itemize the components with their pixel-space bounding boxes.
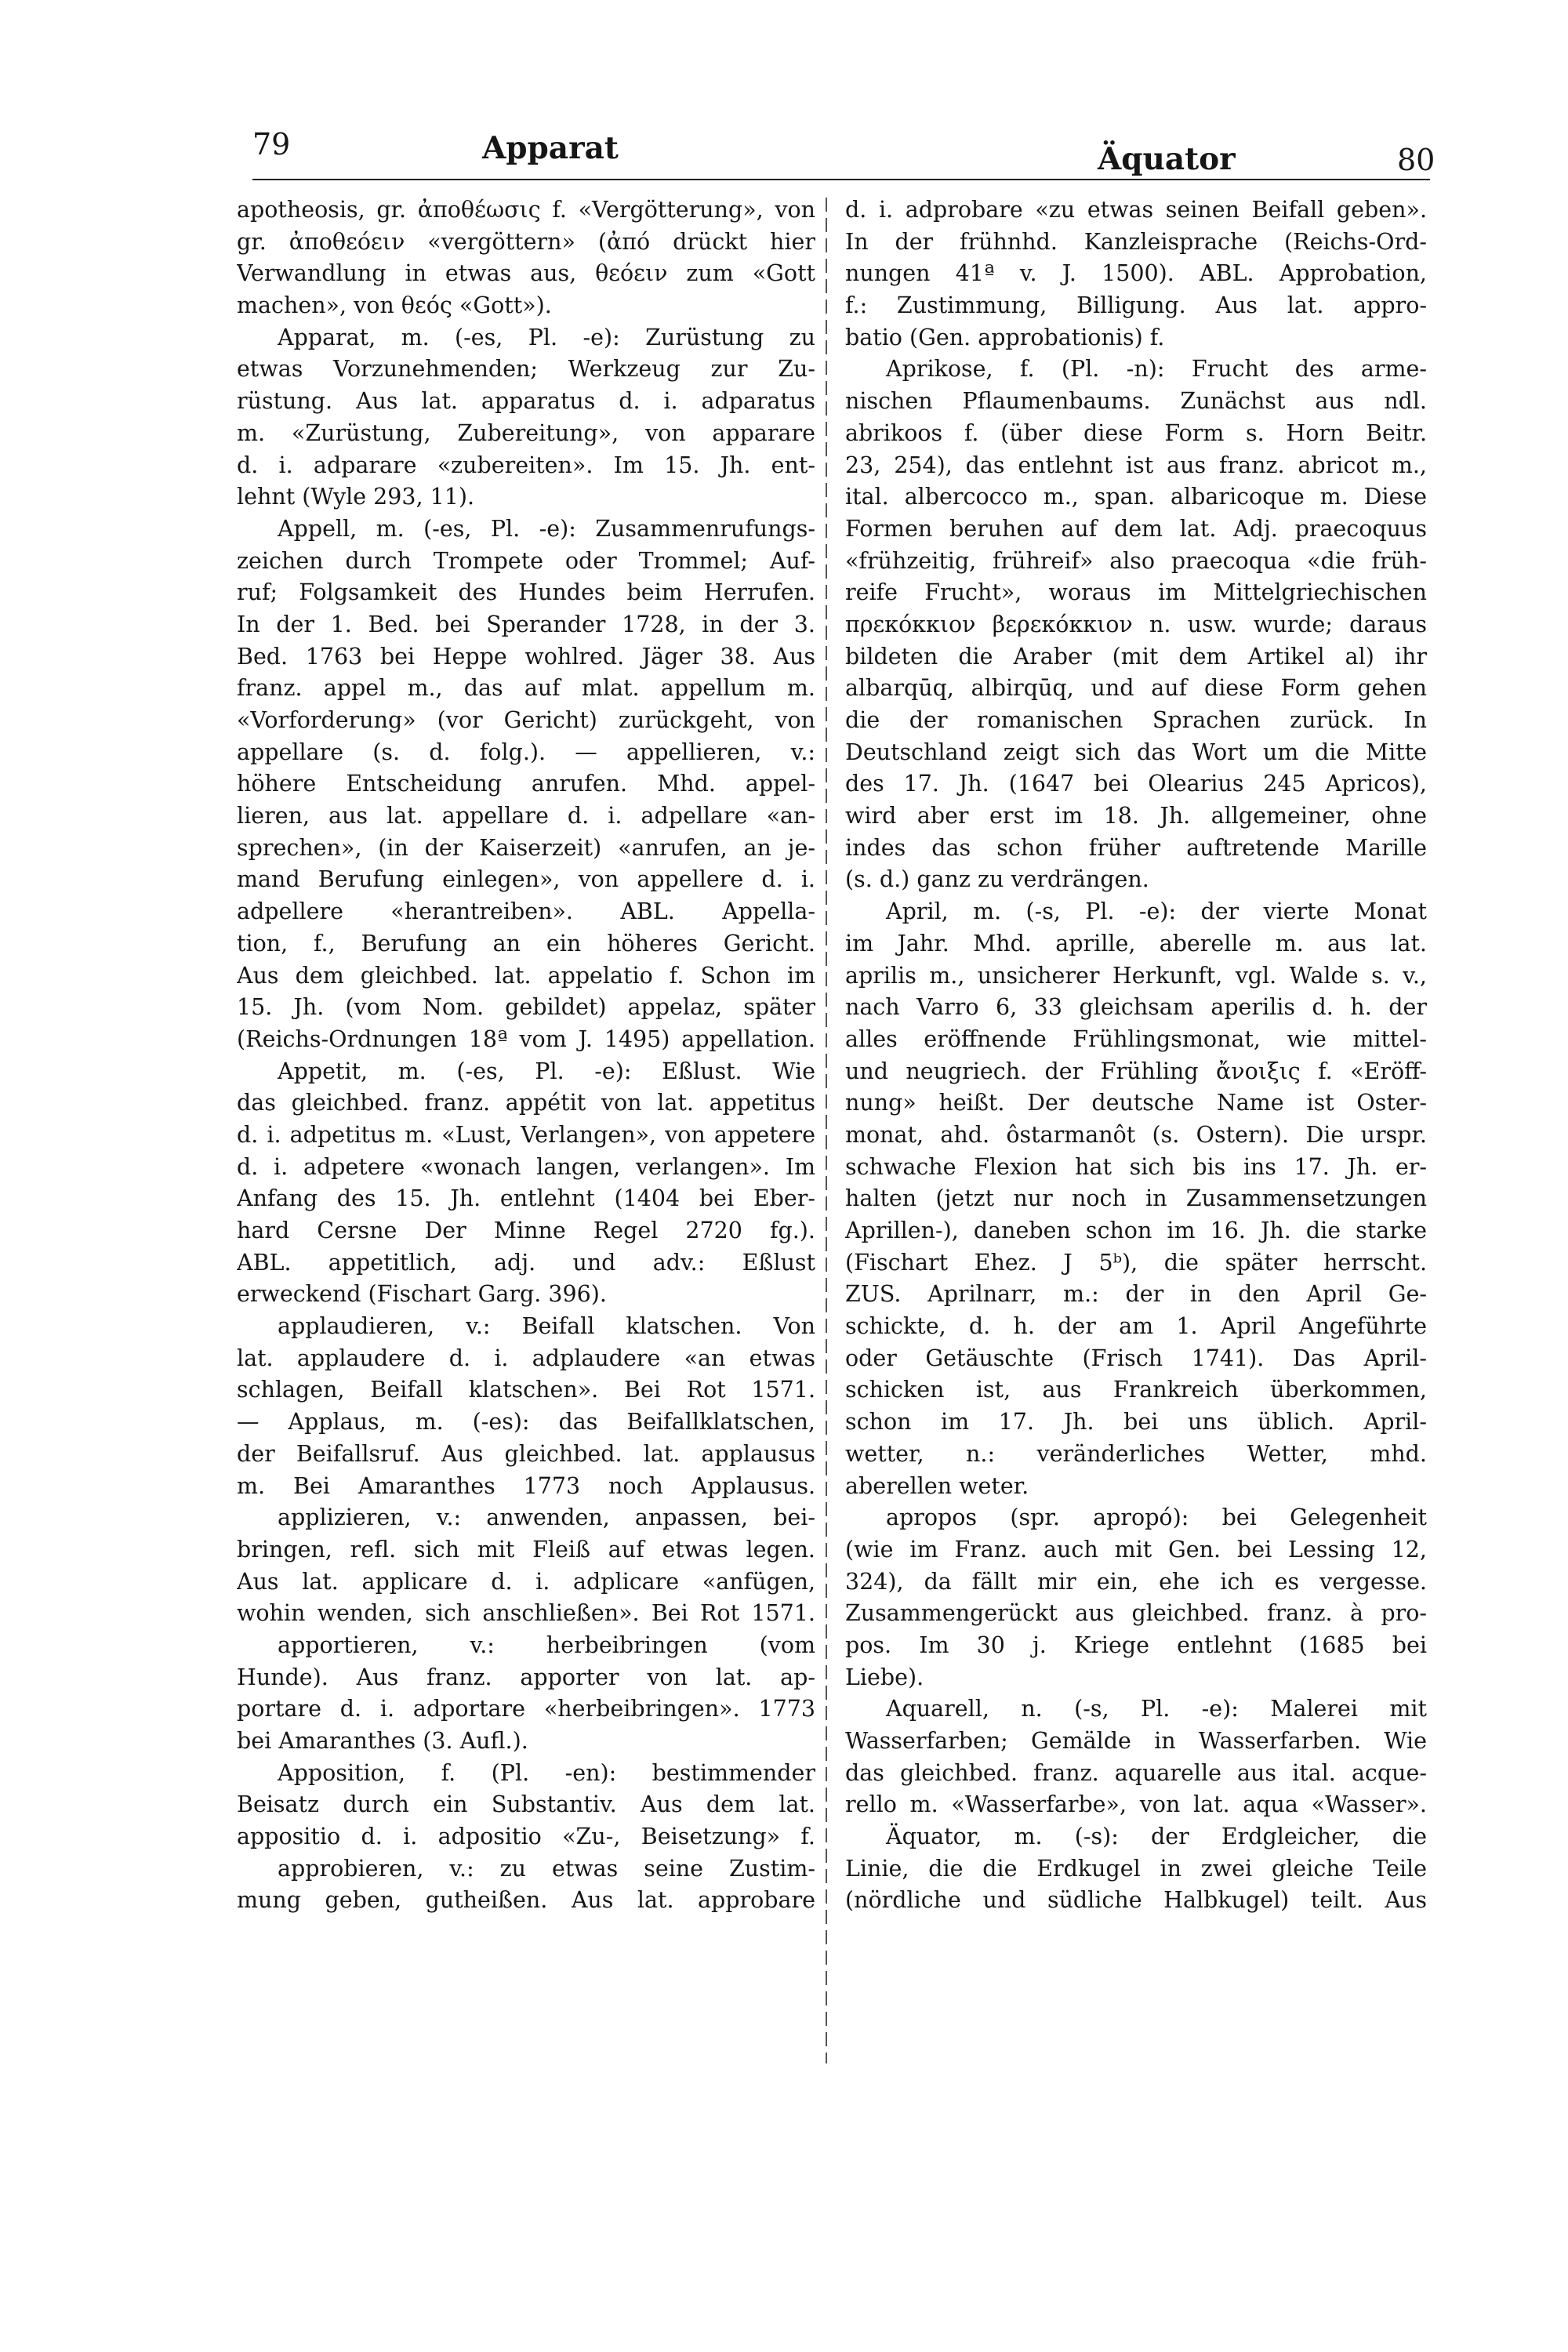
text-line: apropos (spr. apropó): bei Gelegenheit [886,1504,1427,1531]
left-column [237,194,815,1917]
text-line: (Fischart Ehez. J 5ᵇ), die später herrscht. [845,1249,1427,1276]
text-line: sprechen», (in der Kaiserzeit) «anrufen, an je- [237,834,815,861]
text-line: albarqūq, albirqūq, und auf diese Form gehen [845,675,1427,702]
text-line: Aprikose, f. (Pl. -n): Frucht des arme- [886,356,1427,383]
text-line: Apparat, m. (-es, Pl. -e): Zurüstung zu [278,324,815,350]
page-number-left: 79 [252,127,291,162]
text-line: πρεκόκκιον βερεκόκκιον n. usw. wurde; daraus [845,611,1427,637]
text-line: schicken ist, aus Frankreich überkommen, [845,1377,1427,1403]
text-line: Wasserfarben; Gemälde in Wasserfarben. Wie [845,1728,1427,1754]
text-line: erweckend (Fischart Garg. 396). [237,1281,607,1308]
text-line: schon im 17. Jh. bei uns üblich. April- [845,1409,1427,1436]
text-line: applaudieren, v.: Beifall klatschen. Von [278,1313,815,1340]
text-line: lat. applaudere d. i. adplaudere «an etwas [237,1345,815,1371]
text-line: Liebe). [845,1664,924,1690]
text-line: lieren, aus lat. appellare d. i. adpellare «an- [237,803,815,829]
text-line: approbieren, v.: zu etwas seine Zustim- [278,1855,815,1882]
text-line: alles eröffnende Frühlingsmonat, wie mittel- [845,1025,1427,1052]
text-line: Beisatz durch ein Substantiv. Aus dem lat. [237,1791,815,1818]
text-line: das gleichbed. franz. appétit von lat. appetitus [237,1090,815,1116]
running-headword-left: Apparat [482,130,619,166]
text-line: ruf; Folgsamkeit des Hundes beim Herrufen. [237,579,815,606]
column-separator [826,198,827,2063]
text-line: d. i. adpetere «wonach langen, verlangen». Im [237,1153,815,1180]
text-line: wohin wenden, sich anschließen». Bei Rot 1571. [237,1600,815,1627]
text-line: 324), da fällt mir ein, ehe ich es vergesse. [845,1568,1427,1595]
text-line: monat, ahd. ôstarmanôt (s. Ostern). Die urspr. [845,1121,1427,1148]
text-line: (nördliche und südliche Halbkugel) teilt. Aus [845,1887,1427,1914]
text-line: das gleichbed. franz. aquarelle aus ital. acque- [845,1759,1427,1786]
text-line: Appell, m. (-es, Pl. -e): Zusammenrufungs- [278,515,815,542]
text-line: und neugriech. der Frühling ἄνοιξις f. «Eröff- [845,1058,1427,1084]
text-line: bringen, refl. sich mit Fleiß auf etwas legen. [237,1536,815,1563]
text-line: aprilis m., unsicherer Herkunft, vgl. Walde s. v., [845,962,1427,989]
text-line: Aus dem gleichbed. lat. appelatio f. Schon im [237,962,815,989]
text-line: Zusammengerückt aus gleichbed. franz. à pro- [845,1600,1427,1627]
text-line: pos. Im 30 j. Kriege entlehnt (1685 bei [845,1632,1427,1658]
text-line: reife Frucht», woraus im Mittelgriechischen [845,579,1427,606]
text-line: indes das schon früher auftretende Marille [845,834,1427,861]
right-column [845,194,1427,1917]
text-line: die der romanischen Sprachen zurück. In [845,707,1427,733]
text-line: apportieren, v.: herbeibringen (vom [278,1632,815,1658]
text-line: rello m. «Wasserfarbe», von lat. aqua «Wasser». [845,1791,1427,1818]
text-line: des 17. Jh. (1647 bei Olearius 245 Apricos), [845,771,1427,797]
text-line: Verwandlung in etwas aus, θεόειν zum «Gott [237,260,815,287]
text-line: Äquator, m. (-s): der Erdgleicher, die [886,1824,1427,1850]
text-line: (s. d.) ganz zu verdrängen. [845,866,1149,893]
text-line: appellare (s. d. folg.). — appellieren, v.: [237,739,815,765]
text-line: zeichen durch Trompete oder Trommel; Auf- [237,547,815,574]
text-line: nungen 41ª v. J. 1500). ABL. Approbation, [845,260,1427,287]
text-line: halten (jetzt nur noch in Zusammensetzungen [845,1185,1427,1212]
text-line: «frühzeitig, frühreif» also praecoqua «die früh- [845,547,1427,574]
text-line: ital. albercocco m., span. albaricoque m. Diese [845,484,1427,510]
text-line: tion, f., Berufung an ein höheres Gericht. [237,930,815,956]
text-line: apotheosis, gr. ἀποθέωσις f. «Vergötterung», von [237,197,815,223]
text-line: Anfang des 15. Jh. entlehnt (1404 bei Eber- [237,1185,815,1212]
text-line: hard Cersne Der Minne Regel 2720 fg.). [237,1218,815,1243]
text-line: In der 1. Bed. bei Sperander 1728, in der 3. [237,611,815,637]
text-line: Linie, die die Erdkugel in zwei gleiche Teile [845,1855,1427,1882]
text-line: franz. appel m., das auf mlat. appellum m. [237,675,815,702]
text-line: schickte, d. h. der am 1. April Angeführte [845,1313,1427,1340]
header-rule [252,179,1430,180]
text-line: oder Getäuschte (Frisch 1741). Das April- [845,1345,1427,1371]
text-line: der Beifallsruf. Aus gleichbed. lat. applausus [237,1440,815,1467]
text-line: d. i. adparare «zubereiten». Im 15. Jh. ent- [237,452,815,478]
text-line: wetter, n.: veränderliches Wetter, mhd. [845,1440,1427,1467]
text-line: m. «Zurüstung, Zubereitung», von apparare [237,419,815,446]
page-number-right: 80 [1397,143,1436,177]
text-line: Aquarell, n. (-s, Pl. -e): Malerei mit [886,1696,1427,1722]
text-line: Aus lat. applicare d. i. adplicare «anfügen, [237,1568,815,1595]
text-line: aberellen weter. [845,1472,1029,1499]
text-line: mung geben, gutheißen. Aus lat. approbare [237,1887,815,1914]
text-line: (Reichs-Ordnungen 18ª vom J. 1495) appellation. [237,1025,815,1052]
text-line: mand Berufung einlegen», von appellere d. i. [237,866,815,893]
text-line: portare d. i. adportare «herbeibringen». 1773 [237,1696,815,1722]
text-line: wird aber erst im 18. Jh. allgemeiner, ohne [845,803,1427,829]
text-line: gr. ἀποθεόειν «vergöttern» (ἀπό drückt hier [237,228,815,255]
text-line: batio (Gen. approbationis) f. [845,324,1165,350]
text-line: m. Bei Amaranthes 1773 noch Applausus. [237,1472,815,1499]
text-line: Bed. 1763 bei Heppe wohlred. Jäger 38. Aus [237,643,815,670]
text-line: In der frühnhd. Kanzleisprache (Reichs-Ord- [845,228,1427,255]
running-headword-right: Äquator [1098,141,1236,177]
text-line: — Applaus, m. (-es): das Beifallklatschen, [237,1409,815,1436]
text-line: nischen Pflaumenbaums. Zunächst aus ndl. [845,388,1427,415]
text-line: Deutschland zeigt sich das Wort um die Mitte [845,739,1427,765]
text-line: schlagen, Beifall klatschen». Bei Rot 1571. [237,1377,815,1403]
text-line: schwache Flexion hat sich bis ins 17. Jh. er- [845,1153,1427,1180]
text-line: etwas Vorzunehmenden; Werkzeug zur Zu- [237,356,815,383]
text-line: ABL. appetitlich, adj. und adv.: Eßlust [237,1249,815,1276]
text-line: Formen beruhen auf dem lat. Adj. praecoquus [845,515,1427,542]
text-line: höhere Entscheidung anrufen. Mhd. appel- [237,771,815,797]
text-line: rüstung. Aus lat. apparatus d. i. adparatus [237,388,815,415]
text-line: April, m. (-s, Pl. -e): der vierte Monat [886,898,1427,925]
text-line: im Jahr. Mhd. aprille, aberelle m. aus lat. [845,930,1427,956]
text-line: «Vorforderung» (vor Gericht) zurückgeht, von [237,707,815,733]
text-line: applizieren, v.: anwenden, anpassen, bei- [278,1504,815,1531]
text-line: 15. Jh. (vom Nom. gebildet) appelaz, später [237,994,815,1021]
text-line: Aprillen-), daneben schon im 16. Jh. die starke [845,1218,1427,1243]
text-line: ZUS. Aprilnarr, m.: der in den April Ge- [845,1281,1427,1308]
text-line: f.: Zustimmung, Billigung. Aus lat. appro- [845,292,1427,319]
text-line: machen», von θεός «Gott»). [237,292,552,319]
text-line: nung» heißt. Der deutsche Name ist Oster- [845,1090,1427,1116]
text-line: bei Amaranthes (3. Aufl.). [237,1728,528,1754]
text-line: (wie im Franz. auch mit Gen. bei Lessing 12, [845,1536,1427,1563]
text-line: appositio d. i. adpositio «Zu-, Beisetzung» f. [237,1824,815,1850]
text-line: Appetit, m. (-es, Pl. -e): Eßlust. Wie [278,1058,815,1084]
text-line: bildeten die Araber (mit dem Artikel al) ihr [845,643,1427,670]
text-line: Apposition, f. (Pl. -en): bestimmender [278,1759,815,1786]
text-line: abrikoos f. (über diese Form s. Horn Beitr. [845,419,1427,446]
text-line: adpellere «herantreiben». ABL. Appella- [237,898,815,925]
text-line: Hunde). Aus franz. apporter von lat. ap- [237,1664,815,1690]
text-line: lehnt (Wyle 293, 11). [237,484,475,510]
text-line: 23, 254), das entlehnt ist aus franz. abricot m., [845,452,1427,478]
text-line: d. i. adprobare «zu etwas seinen Beifall geben». [845,197,1427,223]
text-line: nach Varro 6, 33 gleichsam aperilis d. h. der [845,994,1427,1021]
text-line: d. i. adpetitus m. «Lust, Verlangen», von appetere [237,1121,815,1148]
